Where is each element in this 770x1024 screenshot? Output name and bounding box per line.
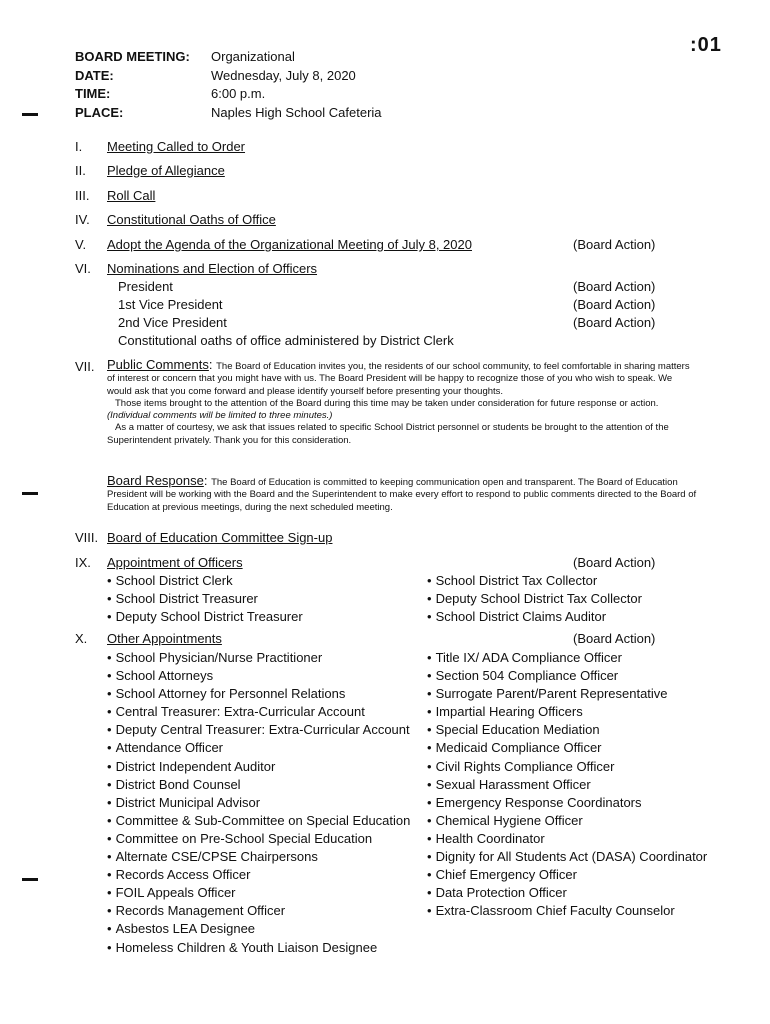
agenda-item: [75, 212, 276, 227]
item-title: Pledge of Allegiance: [107, 163, 225, 178]
page-number: :01: [690, 34, 722, 56]
list-item: • School District Clerk: [107, 572, 303, 590]
list-item: • School Attorney for Personnel Relations: [107, 685, 410, 703]
item-title: Board of Education Committee Sign-up: [107, 530, 333, 545]
officers-list-right: [427, 572, 642, 626]
nomination-oaths: Constitutional oaths of office administered by District Clerk: [118, 333, 454, 348]
list-item: • Chief Emergency Officer: [427, 866, 707, 884]
item-title: Constitutional Oaths of Office: [107, 212, 276, 227]
item-number: IX.: [75, 555, 91, 570]
list-item: • Records Management Officer: [107, 902, 410, 920]
item-number: IV.: [75, 212, 90, 227]
list-item: • Surrogate Parent/Parent Representative: [427, 685, 707, 703]
list-item: • Special Education Mediation: [427, 721, 707, 739]
margin-mark: [22, 492, 38, 495]
item-title: Nominations and Election of Officers: [107, 261, 318, 276]
comment-limit-note: (Individual comments will be limited to three minutes.): [107, 410, 333, 422]
list-item: • Chemical Hygiene Officer: [427, 812, 707, 830]
item-number: II.: [75, 163, 86, 178]
list-item: • Asbestos LEA Designee: [107, 920, 410, 938]
list-item: • Data Protection Officer: [427, 884, 707, 902]
appointments-list-right: [427, 649, 707, 920]
agenda-item-number: [75, 359, 107, 374]
list-item: • School District Tax Collector: [427, 572, 642, 590]
public-comments-paragraph: Public Comments: The Board of Education invites you, the residents of our school community, to feel comfortable in sharing matters of interest or concern that you might have with us. The Board President will be happy to recognize those of you who wish to speak. We would ask that you come forward and please identify yourself before presenting your thoughts. Those items brought to the attention of the Board during this time may be taken under consideration for future response or action. (Individual comments will be limited to three minutes.) As a matter of courtesy, we ask that issues related to specific School District personnel or students be brought to the attention of the Superintendent privately. Thank you for this consideration.: [107, 359, 699, 447]
list-item: • Dignity for All Students Act (DASA) Coordinator: [427, 848, 707, 866]
board-response-text: The Board of Education is committed to keeping communication open and transparent. The Board of Education President will be working with the Board and the Superintendent to make every effort to respond to public comments directed to the Board of Education at previous meetings, during the next scheduled meeting.: [107, 477, 697, 513]
list-item: • Records Access Officer: [107, 866, 410, 884]
list-item: • School Attorneys: [107, 667, 410, 685]
list-item: • District Municipal Advisor: [107, 794, 410, 812]
appointments-list-left: [107, 649, 410, 957]
list-item: • Deputy Central Treasurer: Extra-Curricular Account: [107, 721, 410, 739]
agenda-item: [75, 631, 222, 646]
agenda-item: [75, 261, 317, 276]
item-title: Other Appointments: [107, 631, 222, 646]
board-response-paragraph: Board Response: The Board of Education is committed to keeping communication open and transparent. The Board of Education President will be working with the Board and the Superintendent to make every effort to respond to public comments directed to the Board of Education at previous meetings, during the next scheduled meeting.: [107, 473, 697, 513]
agenda-item: [75, 555, 243, 570]
board-action-label: (Board Action): [573, 631, 656, 646]
agenda-item: [75, 237, 472, 252]
item-number: III.: [75, 188, 90, 203]
margin-mark: [22, 113, 38, 116]
agenda-item: [75, 530, 332, 545]
list-item: • Health Coordinator: [427, 830, 707, 848]
list-item: • Impartial Hearing Officers: [427, 703, 707, 721]
list-item: • Section 504 Compliance Officer: [427, 667, 707, 685]
item-title: Roll Call: [107, 188, 156, 203]
list-item: • Emergency Response Coordinators: [427, 794, 707, 812]
header-label: BOARD MEETING:: [75, 49, 190, 64]
item-number: VIII.: [75, 530, 99, 545]
header-label: TIME:: [75, 86, 111, 101]
list-item: • Sexual Harassment Officer: [427, 776, 707, 794]
list-item: • Deputy School District Treasurer: [107, 608, 303, 626]
board-response-title: Board Response: [107, 473, 204, 488]
agenda-item: [75, 139, 245, 154]
list-item: • Title IX/ ADA Compliance Officer: [427, 649, 707, 667]
agenda-item: [75, 163, 225, 178]
list-item: • FOIL Appeals Officer: [107, 884, 410, 902]
item-number: I.: [75, 139, 83, 154]
list-item: • District Bond Counsel: [107, 776, 410, 794]
list-item: • Civil Rights Compliance Officer: [427, 758, 707, 776]
header-value: Naples High School Cafeteria: [211, 104, 382, 120]
board-action-label: (Board Action): [573, 279, 656, 294]
nomination-office: 2nd Vice President: [118, 315, 227, 330]
list-item: • Central Treasurer: Extra-Curricular Account: [107, 703, 410, 721]
list-item: • School Physician/Nurse Practitioner: [107, 649, 410, 667]
list-item: • Deputy School District Tax Collector: [427, 590, 642, 608]
header-value: Wednesday, July 8, 2020: [211, 67, 356, 83]
board-action-label: (Board Action): [573, 315, 656, 330]
item-number: V.: [75, 237, 87, 252]
officers-list-left: [107, 572, 303, 626]
meeting-header: [75, 48, 382, 122]
board-action-label: (Board Action): [573, 297, 656, 312]
list-item: • Committee & Sub-Committee on Special Education: [107, 812, 410, 830]
header-value: 6:00 p.m.: [211, 86, 266, 101]
item-number: X.: [75, 631, 88, 646]
item-title: Public Comments: [107, 357, 209, 372]
item-number: VI.: [75, 261, 91, 276]
header-value: Organizational: [211, 49, 295, 64]
agenda-item: [75, 188, 155, 203]
list-item: • Committee on Pre-School Special Education: [107, 830, 410, 848]
list-item: • Extra-Classroom Chief Faculty Counselor: [427, 902, 707, 920]
list-item: • Medicaid Compliance Officer: [427, 739, 707, 757]
list-item: • Attendance Officer: [107, 739, 410, 757]
public-comments-text: The Board of Education invites you, the residents of our school community, to feel comfortable in sharing matters of interest or concern that you might have with us. The Board President will be happy to recognize those of you who wish to speak. We would ask that you come forward and please identify yourself before presenting your thoughts.: [107, 361, 690, 397]
list-item: • School District Treasurer: [107, 590, 303, 608]
item-title: Appointment of Officers: [107, 555, 243, 570]
item-title: Adopt the Agenda of the Organizational Meeting of July 8, 2020: [107, 237, 472, 252]
list-item: • School District Claims Auditor: [427, 608, 642, 626]
item-title: Meeting Called to Order: [107, 139, 246, 154]
nomination-office: 1st Vice President: [118, 297, 223, 312]
list-item: • District Independent Auditor: [107, 758, 410, 776]
public-comments-text: Those items brought to the attention of the Board during this time may be taken under consideration for future response or action.: [115, 397, 659, 409]
item-number: VII.: [75, 359, 95, 374]
board-action-label: (Board Action): [573, 555, 656, 570]
board-action-label: (Board Action): [573, 237, 656, 252]
list-item: • Homeless Children & Youth Liaison Designee: [107, 939, 410, 957]
public-comments-text: As a matter of courtesy, we ask that issues related to specific School District personnel or students be brought to the attention of the Superintendent privately. Thank you for this consideration.: [107, 422, 669, 446]
nomination-office: President: [118, 279, 173, 294]
header-label: PLACE:: [75, 104, 124, 120]
header-label: DATE:: [75, 67, 114, 83]
margin-mark: [22, 878, 38, 881]
list-item: • Alternate CSE/CPSE Chairpersons: [107, 848, 410, 866]
